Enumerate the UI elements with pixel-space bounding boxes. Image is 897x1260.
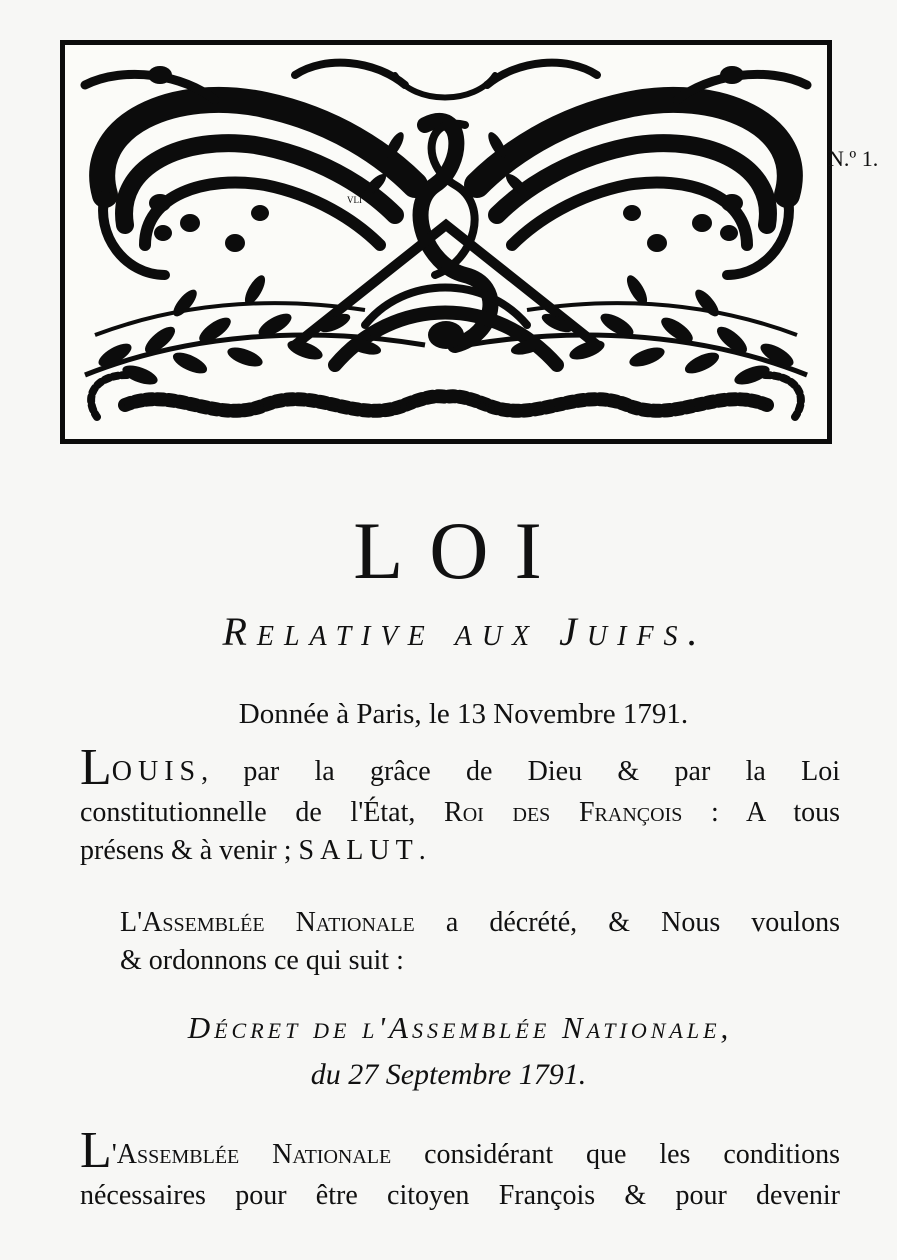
ornament-ribbon-text: VLI	[347, 195, 362, 205]
salutation: SALUT	[298, 835, 419, 866]
assembly-name: L'Assemblée Nationale	[120, 907, 415, 938]
page-subtitle: Relative aux Juifs.	[222, 609, 708, 654]
body-line-1	[80, 1122, 840, 1179]
ornamental-headpiece	[60, 40, 832, 444]
preamble-line-2	[80, 794, 840, 832]
decree-body-paragraph	[80, 1122, 840, 1215]
intro-line-1-text: a décrété, & Nous voulons	[414, 907, 840, 938]
king-name: OUIS	[111, 756, 202, 787]
body-line-2: nécessaires pour être citoyen François & pour devenir	[80, 1180, 840, 1211]
preamble-line-1	[80, 739, 840, 796]
page-title: LOI	[353, 505, 568, 596]
preamble-paragraph	[80, 739, 841, 870]
decree-date: du 27 Septembre 1791.	[310, 1058, 587, 1091]
plate-number: N.º 1.	[828, 146, 879, 171]
intro-line-1	[80, 904, 840, 942]
preamble-line-2-text-a: constitutionnelle de l'État,	[80, 797, 445, 828]
king-title: Roi des François	[444, 797, 683, 828]
preamble-line-3-text-a: présens & à venir ;	[80, 835, 299, 866]
decree-heading: Décret de l'Assemblée Nationale,	[187, 1010, 733, 1045]
preamble-line-3-text-b: .	[418, 835, 426, 866]
intro-line-2: & ordonnons ce qui suit :	[120, 945, 404, 976]
body-assembly-name: 'Assemblée Nationale	[111, 1139, 392, 1170]
issue-date: Donnée à Paris, le 13 Novembre 1791.	[238, 698, 689, 730]
preamble-line-1-text: , par la grâce de Dieu & par la Loi	[201, 756, 840, 787]
body-line-1-text: considérant que les conditions	[391, 1139, 840, 1170]
intro-paragraph	[80, 904, 840, 980]
dropcap-l: L	[80, 739, 112, 796]
preamble-line-3	[80, 832, 840, 870]
ornament-engraving	[65, 45, 827, 439]
dropcap-l-body: L	[80, 1122, 112, 1179]
preamble-line-2-text-b: : A tous	[682, 797, 841, 828]
